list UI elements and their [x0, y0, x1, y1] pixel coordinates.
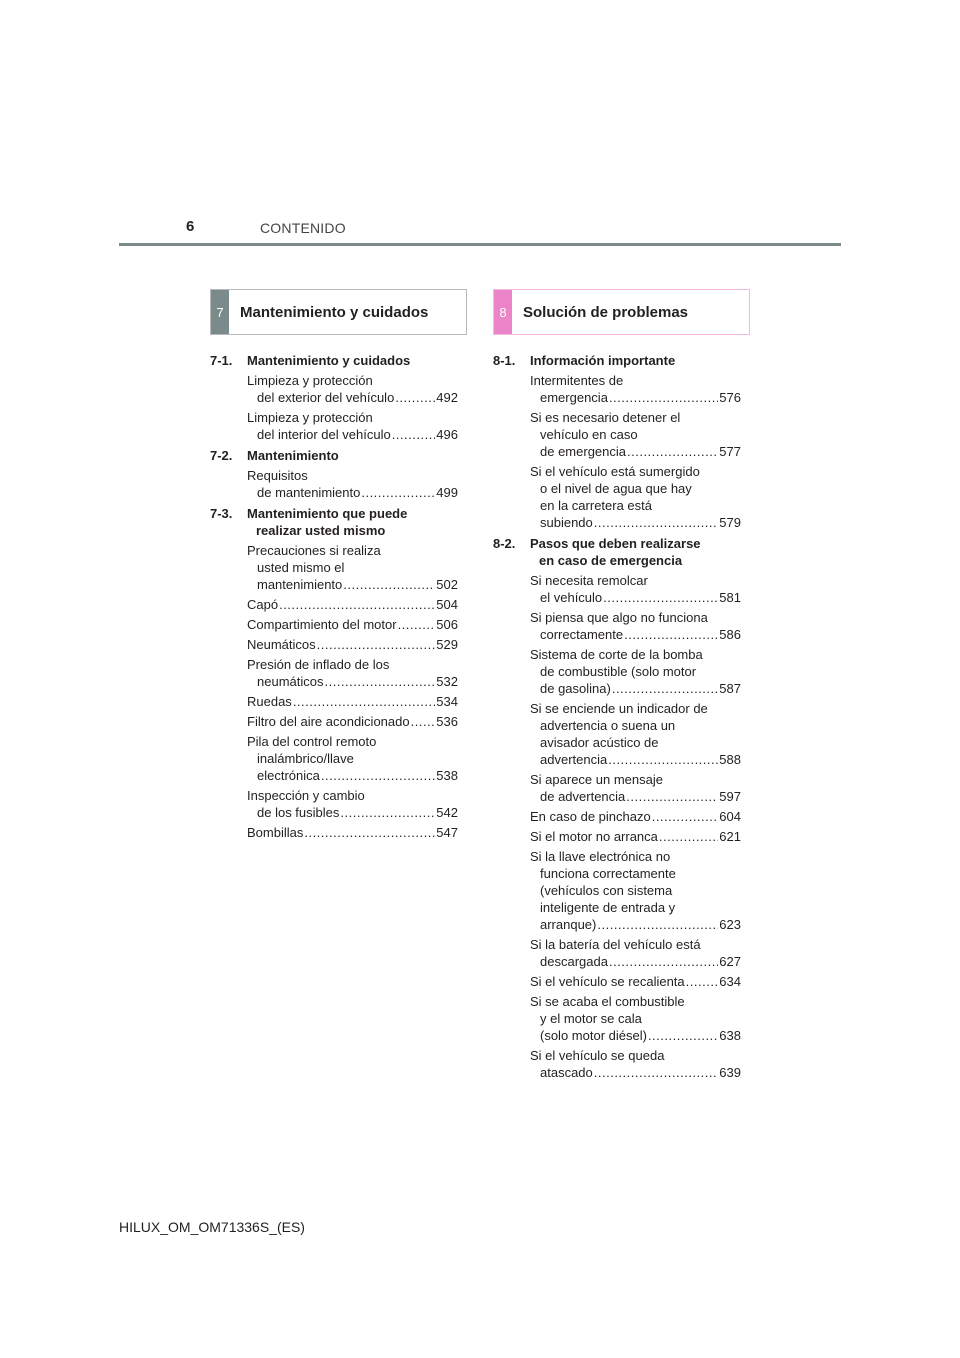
- toc-entry-text: del interior del vehículo: [257, 427, 391, 442]
- toc-entry-last-line: [247, 767, 458, 784]
- header-rule: [119, 243, 841, 246]
- toc-dot-leader: [324, 673, 435, 690]
- toc-page-number: 588: [719, 752, 741, 767]
- toc-entry-text: Si el vehículo está sumergido: [530, 464, 700, 479]
- toc-entry-last-line: [530, 973, 741, 990]
- toc-entry[interactable]: [210, 409, 458, 443]
- toc-page-number: 623: [719, 917, 741, 932]
- toc-entry-text: Si el vehículo se recalienta: [530, 974, 685, 989]
- document-code: HILUX_OM_OM71336S_(ES): [119, 1219, 305, 1235]
- toc-dot-leader: [603, 589, 718, 606]
- toc-page-number: 538: [436, 768, 458, 783]
- toc-entry[interactable]: [493, 572, 741, 606]
- toc-entry-last-line: [247, 484, 458, 501]
- toc-page-number: 576: [719, 390, 741, 405]
- toc-entry-text: del exterior del vehículo: [257, 390, 395, 405]
- toc-entry[interactable]: [493, 808, 741, 825]
- toc-entry[interactable]: [210, 542, 458, 593]
- toc-entry[interactable]: [210, 693, 458, 710]
- toc-entry[interactable]: [493, 609, 741, 643]
- toc-dot-leader: [304, 824, 435, 841]
- toc-entry-text: advertencia o suena un: [540, 718, 676, 733]
- toc-entry-text: Si la llave electrónica no: [530, 849, 671, 864]
- toc-entry[interactable]: [210, 733, 458, 784]
- section-8-title: Solución de problemas: [523, 303, 689, 321]
- toc-page-number: 532: [436, 674, 458, 689]
- toc-entry-text: descargada: [540, 954, 608, 969]
- toc-page-number: 496: [436, 427, 458, 442]
- toc-entry-text: Limpieza y protección: [247, 410, 373, 425]
- toc-entry-last-line: [530, 514, 741, 531]
- toc-page-number: 597: [719, 789, 741, 804]
- toc-group-code: 7-1.: [210, 353, 233, 368]
- toc-entry-text: atascado: [540, 1065, 593, 1080]
- toc-entry-last-line: [247, 713, 458, 730]
- toc-page-number: 639: [719, 1065, 741, 1080]
- toc-dot-leader: [627, 443, 718, 460]
- section-8-contents: [493, 352, 741, 1084]
- toc-entry-text: Precauciones si realiza: [247, 543, 381, 558]
- toc-entry-text: o el nivel de agua que hay: [540, 481, 692, 496]
- toc-dot-leader: [608, 751, 718, 768]
- toc-entry-last-line: [247, 804, 458, 821]
- toc-entry[interactable]: [493, 973, 741, 990]
- toc-dot-leader: [686, 973, 719, 990]
- toc-entry-last-line: [530, 626, 741, 643]
- toc-entry-text: Si aparece un mensaje: [530, 772, 663, 787]
- toc-dot-leader: [398, 616, 436, 633]
- toc-entry-last-line: [530, 916, 741, 933]
- toc-entry[interactable]: [210, 824, 458, 841]
- toc-group-title: [530, 535, 741, 569]
- toc-entry[interactable]: [210, 467, 458, 501]
- toc-entry-last-line: [247, 426, 458, 443]
- toc-group-code: 7-2.: [210, 448, 233, 463]
- toc-entry-text: Sistema de corte de la bomba: [530, 647, 703, 662]
- toc-entry-text: correctamente: [540, 627, 624, 642]
- section-7-number: 7: [211, 290, 229, 334]
- toc-entry-text: Si es necesario detener el: [530, 410, 681, 425]
- toc-entry-text: de mantenimiento: [257, 485, 361, 500]
- toc-page-number: 621: [719, 829, 741, 844]
- toc-entry-text: avisador acústico de: [540, 735, 659, 750]
- toc-entry-text: mantenimiento: [257, 577, 343, 592]
- toc-entry[interactable]: [493, 936, 741, 970]
- toc-entry-text: Si el vehículo se queda: [530, 1048, 665, 1063]
- toc-group-title-line: realizar usted mismo: [256, 523, 386, 538]
- toc-group-heading[interactable]: [493, 352, 741, 369]
- toc-group-title-line: en caso de emergencia: [539, 553, 683, 568]
- toc-entry-text: el vehículo: [540, 590, 603, 605]
- toc-entry-text: Compartimiento del motor: [247, 617, 397, 632]
- toc-entry-last-line: [247, 389, 458, 406]
- toc-entry-last-line: [530, 443, 741, 460]
- toc-dot-leader: [340, 804, 435, 821]
- toc-page-number: 492: [436, 390, 458, 405]
- toc-entry-text: de combustible (solo motor: [540, 664, 697, 679]
- toc-page-number: 604: [719, 809, 741, 824]
- toc-dot-leader: [395, 389, 435, 406]
- toc-entry-text: neumáticos: [257, 674, 324, 689]
- toc-dot-leader: [293, 693, 435, 710]
- toc-page-number: 581: [719, 590, 741, 605]
- toc-entry-text: funciona correctamente: [540, 866, 676, 881]
- toc-page-number: 504: [436, 597, 458, 612]
- toc-page-number: 577: [719, 444, 741, 459]
- toc-entry[interactable]: [493, 700, 741, 768]
- toc-dot-leader: [361, 484, 435, 501]
- toc-entry[interactable]: [493, 848, 741, 933]
- toc-entry-last-line: [247, 673, 458, 690]
- toc-entry[interactable]: [493, 372, 741, 406]
- toc-entry-text: inalámbrico/llave: [257, 751, 354, 766]
- toc-entry[interactable]: [493, 409, 741, 460]
- toc-page-number: 542: [436, 805, 458, 820]
- toc-entry-text: Neumáticos: [247, 637, 316, 652]
- toc-entry-text: Si el motor no arranca: [530, 829, 658, 844]
- toc-group-title-line: Mantenimiento y cuidados: [247, 353, 411, 368]
- toc-entry-last-line: [247, 636, 458, 653]
- toc-entry-last-line: [530, 788, 741, 805]
- toc-entry-text: advertencia: [540, 752, 608, 767]
- toc-entry[interactable]: [493, 993, 741, 1044]
- toc-group-heading[interactable]: [210, 352, 458, 369]
- toc-entry-text: inteligente de entrada y: [540, 900, 676, 915]
- toc-group-title-line: Información importante: [530, 353, 676, 368]
- toc-dot-leader: [597, 916, 718, 933]
- toc-page-number: 529: [436, 637, 458, 652]
- toc-page-number: 499: [436, 485, 458, 500]
- toc-group-code: 8-2.: [493, 536, 516, 551]
- toc-entry-text: usted mismo el: [257, 560, 345, 575]
- toc-page-number: 638: [719, 1028, 741, 1043]
- toc-group-title: [247, 447, 458, 464]
- toc-page-number: 579: [719, 515, 741, 530]
- toc-entry-text: de advertencia: [540, 789, 626, 804]
- section-label: CONTENIDO: [260, 220, 346, 236]
- toc-dot-leader: [321, 767, 435, 784]
- section-8-number: 8: [494, 290, 512, 334]
- toc-entry-text: Si piensa que algo no funciona: [530, 610, 708, 625]
- toc-page-number: 502: [436, 577, 458, 592]
- toc-entry[interactable]: [210, 372, 458, 406]
- toc-group-title-line: Pasos que deben realizarse: [530, 536, 701, 551]
- toc-dot-leader: [279, 596, 435, 613]
- toc-entry-last-line: [530, 808, 741, 825]
- toc-entry[interactable]: [210, 656, 458, 690]
- toc-entry-text: Pila del control remoto: [247, 734, 377, 749]
- toc-dot-leader: [317, 636, 436, 653]
- toc-dot-leader: [594, 514, 719, 531]
- toc-entry-text: Limpieza y protección: [247, 373, 373, 388]
- toc-entry-text: y el motor se cala: [540, 1011, 642, 1026]
- toc-entry[interactable]: [210, 616, 458, 633]
- toc-dot-leader: [659, 828, 718, 845]
- toc-dot-leader: [648, 1027, 718, 1044]
- toc-entry-text: Si la batería del vehículo está: [530, 937, 701, 952]
- toc-group-title: [247, 505, 458, 539]
- section-8-header[interactable]: [493, 289, 750, 335]
- toc-entry-last-line: [530, 680, 741, 697]
- toc-page-number: 634: [719, 974, 741, 989]
- toc-group-code: 8-1.: [493, 353, 516, 368]
- toc-entry-text: vehículo en caso: [540, 427, 638, 442]
- toc-entry[interactable]: [493, 828, 741, 845]
- toc-entry-text: arranque): [540, 917, 597, 932]
- toc-entry-text: Requisitos: [247, 468, 308, 483]
- toc-dot-leader: [624, 626, 718, 643]
- toc-entry[interactable]: [210, 636, 458, 653]
- toc-entry-text: emergencia: [540, 390, 608, 405]
- toc-dot-leader: [609, 389, 718, 406]
- toc-entry-text: (solo motor diésel): [540, 1028, 647, 1043]
- toc-page-number: 506: [436, 617, 458, 632]
- toc-entry-text: Capó: [247, 597, 279, 612]
- toc-dot-leader: [392, 426, 436, 443]
- section-7-header[interactable]: [210, 289, 467, 335]
- toc-group-title: [530, 352, 741, 369]
- toc-entry[interactable]: [493, 771, 741, 805]
- toc-page-number: 547: [436, 825, 458, 840]
- page-number: 6: [186, 218, 195, 235]
- toc-entry-text: Filtro del aire acondicionado: [247, 714, 410, 729]
- toc-entry[interactable]: [210, 787, 458, 821]
- toc-entry[interactable]: [210, 713, 458, 730]
- toc-entry-last-line: [530, 1027, 741, 1044]
- toc-entry-last-line: [247, 616, 458, 633]
- toc-entry-last-line: [530, 1064, 741, 1081]
- section-7-title: Mantenimiento y cuidados: [240, 303, 429, 321]
- toc-group-code: 7-3.: [210, 506, 233, 521]
- toc-entry[interactable]: [493, 1047, 741, 1081]
- toc-entry-text: Bombillas: [247, 825, 304, 840]
- toc-entry-text: de gasolina): [540, 681, 611, 696]
- toc-page-number: 627: [719, 954, 741, 969]
- toc-entry-text: en la carretera está: [540, 498, 653, 513]
- toc-entry-text: (vehículos con sistema: [540, 883, 673, 898]
- toc-dot-leader: [594, 1064, 719, 1081]
- toc-group-heading[interactable]: [210, 505, 458, 539]
- toc-entry-text: de los fusibles: [257, 805, 340, 820]
- toc-entry-text: Inspección y cambio: [247, 788, 365, 803]
- toc-entry-text: subiendo: [540, 515, 593, 530]
- toc-dot-leader: [612, 680, 718, 697]
- toc-group-title-line: Mantenimiento que puede: [247, 506, 408, 521]
- toc-entry-text: Ruedas: [247, 694, 292, 709]
- toc-entry-text: En caso de pinchazo: [530, 809, 651, 824]
- toc-entry-text: Si se acaba el combustible: [530, 994, 685, 1009]
- toc-entry[interactable]: [493, 646, 741, 697]
- toc-entry-last-line: [530, 751, 741, 768]
- toc-entry-last-line: [530, 828, 741, 845]
- toc-dot-leader: [652, 808, 719, 825]
- toc-dot-leader: [343, 576, 435, 593]
- toc-dot-leader: [626, 788, 718, 805]
- toc-entry-last-line: [530, 953, 741, 970]
- toc-entry[interactable]: [493, 463, 741, 531]
- toc-group-title-line: Mantenimiento: [247, 448, 339, 463]
- toc-group-title: [247, 352, 458, 369]
- toc-entry[interactable]: [210, 596, 458, 613]
- toc-dot-leader: [411, 713, 436, 730]
- toc-group-heading[interactable]: [493, 535, 741, 569]
- toc-group-heading[interactable]: [210, 447, 458, 464]
- toc-entry-text: Si se enciende un indicador de: [530, 701, 708, 716]
- toc-entry-last-line: [247, 693, 458, 710]
- toc-page-number: 586: [719, 627, 741, 642]
- toc-entry-last-line: [247, 824, 458, 841]
- toc-page-number: 587: [719, 681, 741, 696]
- toc-entry-last-line: [247, 576, 458, 593]
- toc-entry-text: Intermitentes de: [530, 373, 624, 388]
- section-7-contents: [210, 352, 458, 844]
- toc-page-number: 534: [436, 694, 458, 709]
- toc-entry-last-line: [247, 596, 458, 613]
- toc-entry-last-line: [530, 589, 741, 606]
- toc-dot-leader: [609, 953, 718, 970]
- toc-entry-text: Si necesita remolcar: [530, 573, 648, 588]
- toc-entry-text: Presión de inflado de los: [247, 657, 390, 672]
- toc-entry-text: de emergencia: [540, 444, 626, 459]
- toc-page-number: 536: [436, 714, 458, 729]
- toc-entry-last-line: [530, 389, 741, 406]
- toc-entry-text: electrónica: [257, 768, 320, 783]
